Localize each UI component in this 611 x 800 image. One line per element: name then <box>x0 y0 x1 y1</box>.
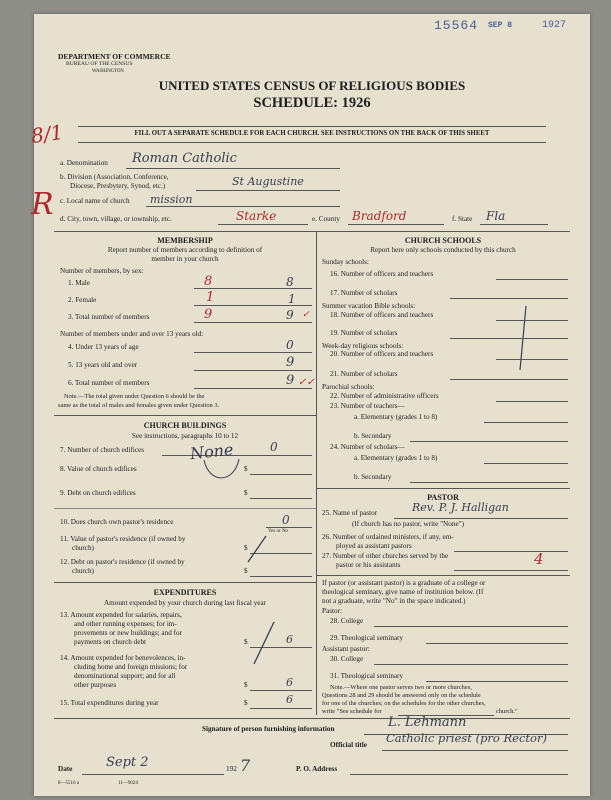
q16-label: 16. Number of officers and teachers <box>330 270 434 278</box>
census-schedule-sheet <box>29 14 590 796</box>
q13-value: 6 <box>286 633 293 646</box>
under-13-value: 0 <box>286 338 294 352</box>
division-value: St Augustine <box>232 175 304 188</box>
graduate-instruction-3: not a graduate, write "No" in the space indicated.) <box>322 597 466 605</box>
q23a-label: a. Elementary (grades 1 to 8) <box>354 413 438 421</box>
yes-no-hint: Yes or No <box>268 529 289 534</box>
q22-line <box>496 401 568 402</box>
county-value: Bradford <box>352 209 407 223</box>
state-label: f. State <box>452 215 473 223</box>
buildings-heading: CHURCH BUILDINGS <box>143 421 227 430</box>
q14-label-2: cluding home and foreign missions; for <box>74 663 188 671</box>
q20-label: 20. Number of officers and teachers <box>330 350 434 358</box>
slash-mark <box>254 622 274 664</box>
pastor-subheading: Pastor: <box>322 607 342 615</box>
dollar-sign: $ <box>244 638 248 646</box>
q12-label-2: church) <box>72 567 94 575</box>
q21-line <box>450 379 568 380</box>
q23b-line <box>410 441 568 442</box>
q24a-label: a. Elementary (grades 1 to 8) <box>354 454 438 462</box>
po-address-line <box>350 774 568 775</box>
total-members-value-copy: 9 <box>286 308 294 322</box>
q24b-line <box>410 482 568 483</box>
rule <box>316 575 570 576</box>
q17-line <box>450 298 568 299</box>
pastor-note-4: write "See schedule for <box>322 708 382 715</box>
q17-label: 17. Number of scholars <box>330 289 398 297</box>
membership-intro: Report number of members according to definition of <box>107 246 263 254</box>
year-value: 7 <box>240 756 251 775</box>
q24b-label: b. Secondary <box>354 473 392 481</box>
q16-line <box>496 279 568 280</box>
over-13-value: 9 <box>286 355 295 370</box>
slash-mark <box>248 536 266 562</box>
margin-mark: R <box>31 187 54 222</box>
pastor-heading: PASTOR <box>427 493 459 502</box>
q23-label: 23. Number of teachers— <box>330 402 405 410</box>
male-label: 1. Male <box>68 279 90 287</box>
official-title-line <box>382 750 568 751</box>
department-name: DEPARTMENT OF COMMERCE <box>58 52 171 61</box>
q10-value: 0 <box>282 513 290 527</box>
po-address-label: P. O. Address <box>296 765 338 773</box>
age-intro-label: Number of members under and over 13 years old: <box>60 330 204 338</box>
q25-line <box>394 518 568 519</box>
q14-label-4: other purposes <box>74 681 117 689</box>
rule <box>54 718 570 719</box>
sunday-schools-label: Sunday schools: <box>322 258 369 266</box>
division-label: b. Division (Association, Conference, <box>60 173 169 181</box>
q15-value: 6 <box>286 693 293 706</box>
margin-mark: 8/1 <box>29 119 65 149</box>
bureau-city: WASHINGTON <box>92 69 124 74</box>
total-6-label: 6. Total number of members <box>68 379 150 387</box>
q18-line <box>496 320 568 321</box>
over-13-label: 5. 13 years old and over <box>68 361 138 369</box>
q26-label-2: ployed as assistant pastors <box>336 542 412 550</box>
q22-label: 22. Number of administrative officers <box>330 392 439 400</box>
total-members-value: 9 <box>204 307 213 322</box>
q27-label-2: pastor or his assistants <box>336 561 401 569</box>
q19-line <box>450 338 568 339</box>
print-number: 11—9024 <box>118 781 138 786</box>
q13-label-3: provements or new buildings; and for <box>74 629 182 637</box>
rule <box>316 488 570 489</box>
membership-heading: MEMBERSHIP <box>157 236 213 245</box>
signature-value: L. Lehmann <box>388 715 467 730</box>
total-6-value: 9 <box>286 373 295 388</box>
male-value: 8 <box>204 274 213 289</box>
male-value-copy: 8 <box>286 275 294 289</box>
year-printed: 192 <box>226 765 237 773</box>
date-label: Date <box>58 765 73 773</box>
separate-schedule-instruction: FILL OUT A SEPARATE SCHEDULE FOR EACH CHURCH. SEE INSTRUCTIONS ON THE BACK OF THIS SHEET <box>134 130 490 137</box>
state-value: Fla <box>486 209 506 223</box>
pastor-name: Rev. P. J. Halligan <box>412 501 509 514</box>
q11-label: 11. Value of pastor's residence (if owned by <box>60 535 186 543</box>
graduate-instruction: If pastor (or assistant pastor) is a graduate of a college or <box>322 579 486 587</box>
q13-label: 13. Amount expended for salaries, repairs, <box>60 611 182 619</box>
q7-value: 0 <box>270 440 278 454</box>
q14-label: 14. Amount expended for benevolences, in- <box>60 654 186 662</box>
q28-line <box>374 626 568 627</box>
dollar-sign: $ <box>244 567 248 575</box>
schools-intro: Report here only schools conducted by this church <box>370 246 516 254</box>
female-value-copy: 1 <box>288 292 296 306</box>
q10-label: 10. Does church own pastor's residence <box>60 518 174 526</box>
denomination-label: a. Denomination <box>60 159 108 167</box>
date-line <box>82 774 224 775</box>
q25-note: (If church has no pastor, write "None") <box>352 520 464 528</box>
stamp-year: 1927 <box>542 20 567 31</box>
buildings-intro: See instructions, paragraphs 10 to 12 <box>131 432 239 440</box>
q26-line <box>454 551 568 552</box>
form-title: UNITED STATES CENSUS OF RELIGIOUS BODIES <box>158 78 466 93</box>
q7-label: 7. Number of church edifices <box>60 446 145 454</box>
q15-label: 15. Total expenditures during year <box>60 699 159 707</box>
members-by-sex-label: Number of members, by sex: <box>60 267 144 275</box>
q13-label-4: payments on church debt <box>74 638 147 646</box>
q20-line <box>496 359 568 360</box>
city-label: d. City, town, village, or township, etc. <box>60 215 172 223</box>
q24a-line <box>484 463 568 464</box>
official-title-value: Catholic priest (pro Rector) <box>386 731 547 745</box>
local-name-value: mission <box>150 193 193 206</box>
dollar-sign: $ <box>244 544 248 552</box>
expenditures-heading: EXPENDITURES <box>153 588 217 597</box>
q31-line <box>426 681 568 682</box>
city-value: Starke <box>236 209 277 223</box>
q24-label: 24. Number of scholars— <box>330 443 405 451</box>
dollar-sign: $ <box>244 681 248 689</box>
schedule-year: SCHEDULE: 1926 <box>253 95 371 111</box>
q25-label: 25. Name of pastor <box>322 509 378 517</box>
county-label: e. County <box>312 215 340 223</box>
q18-label: 18. Number of officers and teachers <box>330 311 434 319</box>
total-members-label: 3. Total number of members <box>68 313 150 321</box>
check-mark: ✓✓ <box>298 377 315 388</box>
q29-line <box>426 643 568 644</box>
q12-label: 12. Debt on pastor's residence (if owned by <box>60 558 185 566</box>
membership-note: Note.—The total given under Question 6 should be the <box>64 393 205 400</box>
none-flourish <box>204 459 239 478</box>
female-label: 2. Female <box>68 296 97 304</box>
bureau-name: BUREAU OF THE CENSUS <box>66 61 133 67</box>
date-value: Sept 2 <box>106 755 149 770</box>
schools-heading: CHURCH SCHOOLS <box>404 236 482 245</box>
membership-note-2: same as the total of males and females given under Question 3. <box>58 402 220 409</box>
summer-schools-label: Summer vacation Bible schools: <box>322 302 416 310</box>
stamp-date: SEP 8 <box>488 21 513 30</box>
pen-strokes <box>34 14 590 796</box>
q30-label: 30. College <box>330 655 364 663</box>
none-value: None <box>189 439 235 464</box>
pastor-note-3: for one of the churches; on the schedules for the other churches, <box>322 700 486 707</box>
q26-label: 26. Number of ordained ministers, if any, em- <box>322 533 454 541</box>
assistant-subheading: Assistant pastor: <box>322 645 370 653</box>
q11-label-2: church) <box>72 544 94 552</box>
q21-label: 21. Number of scholars <box>330 370 398 378</box>
q14-value: 6 <box>286 676 293 689</box>
graduate-instruction-2: theological seminary, give name of institution below. (If <box>322 588 484 596</box>
q9-label: 9. Debt on church edifices <box>60 489 136 497</box>
q27-label: 27. Number of other churches served by the <box>322 552 449 560</box>
q31-label: 31. Theological seminary <box>330 672 404 680</box>
dollar-sign: $ <box>244 465 248 473</box>
q23b-label: b. Secondary <box>354 432 392 440</box>
local-name-label: c. Local name of church <box>60 197 130 205</box>
parochial-schools-label: Parochial schools: <box>322 383 375 391</box>
q30-line <box>374 664 568 665</box>
q27-value: 4 <box>534 550 544 568</box>
q13-label-2: and other running expenses; for im- <box>74 620 177 628</box>
under-13-label: 4. Under 13 years of age <box>68 343 139 351</box>
dollar-sign: $ <box>244 699 248 707</box>
official-title-label: Official title <box>330 741 367 749</box>
pastor-note-5: church." <box>496 708 518 715</box>
expenditures-intro: Amount expended by your church during last fiscal year <box>103 599 267 607</box>
q29-label: 29. Theological seminary <box>330 634 404 642</box>
q8-label: 8. Value of church edifices <box>60 465 137 473</box>
membership-intro-2: member in your church <box>151 255 219 263</box>
dollar-sign: $ <box>244 489 248 497</box>
check-mark: ✓ <box>302 310 310 320</box>
weekday-schools-label: Week-day religious schools: <box>322 342 404 350</box>
q23a-line <box>484 422 568 423</box>
q27-line <box>454 570 568 571</box>
q28-label: 28. College <box>330 617 364 625</box>
denomination-value: Roman Catholic <box>132 151 237 166</box>
stamp-number: 15564 <box>434 18 479 33</box>
pastor-note-2: Questions 28 and 29 should be answered only on the schedule <box>322 692 481 699</box>
q19-label: 19. Number of scholars <box>330 329 398 337</box>
form-number: 8—5516 a <box>58 781 79 786</box>
signature-label: Signature of person furnishing information <box>202 725 335 733</box>
q14-label-3: denominational support; and for all <box>74 672 176 680</box>
female-value: 1 <box>206 290 215 305</box>
pastor-note: Note.—Where one pastor serves two or more churches, <box>330 684 472 691</box>
division-label-2: Diocese, Presbytery, Synod, etc.) <box>70 182 166 190</box>
